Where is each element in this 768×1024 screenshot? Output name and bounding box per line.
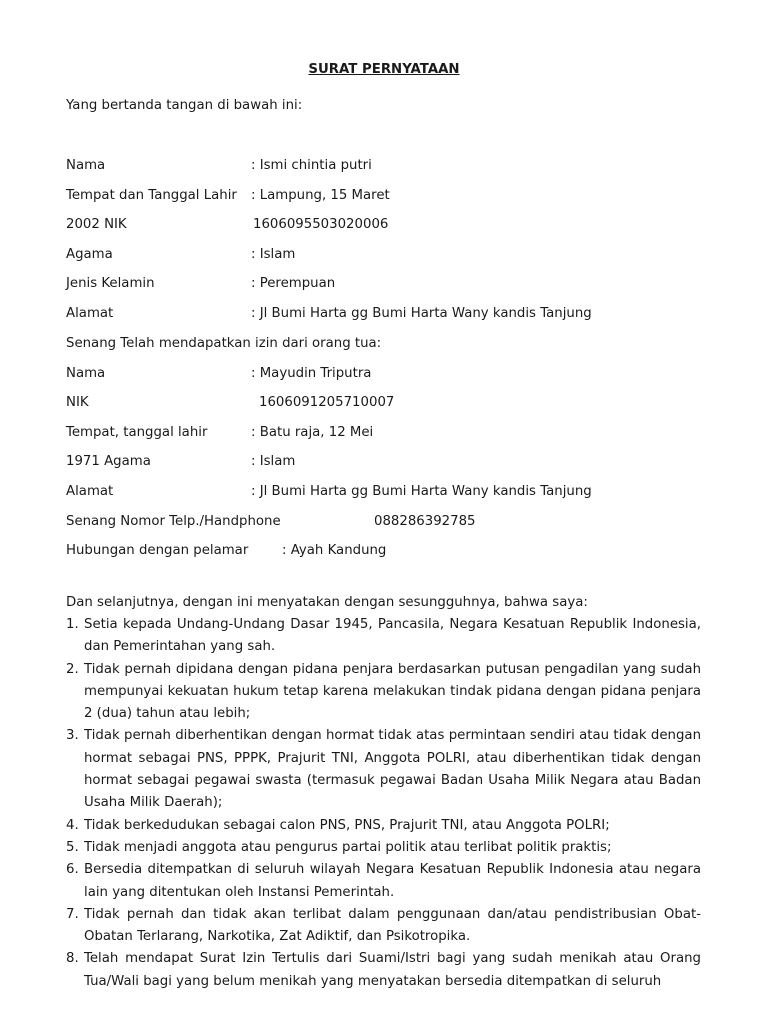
- applicant-jk-label: Jenis Kelamin: [66, 276, 155, 291]
- list-item: [66, 904, 701, 949]
- applicant-agama-label: Agama: [66, 247, 113, 262]
- list-item-number: 5.: [66, 839, 79, 855]
- parent-agama-value: : Islam: [251, 454, 296, 469]
- applicant-ttl-label: Tempat dan Tanggal Lahir: [66, 188, 237, 203]
- list-item: [66, 815, 701, 837]
- list-item-number: 6.: [66, 862, 79, 878]
- list-item-number: 7.: [66, 906, 79, 922]
- statement-list: [66, 614, 701, 993]
- list-item: [66, 948, 701, 993]
- applicant-alamat-label: Alamat: [66, 306, 114, 321]
- parent-agama-label: 1971 Agama: [66, 454, 151, 469]
- list-item-text: Telah mendapat Surat Izin Tertulis dari Suami/Istri bagi yang sudah menikah atau Orang Tua/Wali bagi yang belum menikah yang menyatakan bersedia ditempatkan di seluruh: [84, 951, 701, 989]
- list-item: [66, 859, 701, 904]
- parent-nama-value: : Mayudin Triputra: [251, 366, 372, 381]
- list-item-text: Tidak berkedudukan sebagai calon PNS, PNS, Prajurit TNI, atau Anggota POLRI;: [84, 817, 610, 833]
- parent-alamat-label: Alamat: [66, 484, 114, 499]
- list-item-number: 3.: [66, 728, 79, 744]
- list-item: [66, 725, 701, 814]
- parent-hubungan-value: : Ayah Kandung: [282, 543, 387, 558]
- parent-nik-value: 1606091205710007: [259, 395, 395, 410]
- parent-ttl-value: : Batu raja, 12 Mei: [251, 425, 374, 440]
- applicant-ttl-value: : Lampung, 15 Maret: [251, 188, 390, 203]
- list-item-text: Setia kepada Undang-Undang Dasar 1945, Pancasila, Negara Kesatuan Republik Indonesia, dan Pemerintahan yang sah.: [84, 617, 701, 655]
- list-item: [66, 659, 701, 726]
- applicant-nik-label: 2002 NIK: [66, 217, 127, 232]
- parent-alamat-value: : Jl Bumi Harta gg Bumi Harta Wany kandis Tanjung: [251, 484, 592, 499]
- list-item-number: 4.: [66, 817, 79, 833]
- list-item: [66, 614, 701, 659]
- applicant-nama-label: Nama: [66, 158, 106, 173]
- list-item-number: 8.: [66, 951, 79, 967]
- statement-intro: Dan selanjutnya, dengan ini menyatakan dengan sesungguhnya, bahwa saya:: [66, 595, 588, 610]
- list-item-number: 1.: [66, 617, 79, 632]
- list-item-number: 2.: [66, 661, 79, 677]
- parent-hubungan-label: Hubungan dengan pelamar: [66, 543, 249, 558]
- document-title: SURAT PERNYATAAN: [308, 62, 460, 77]
- applicant-alamat-value: : Jl Bumi Harta gg Bumi Harta Wany kandis Tanjung: [251, 306, 592, 321]
- list-item-text: Tidak pernah diberhentikan dengan hormat tidak atas permintaan sendiri atau tidak dengan hormat sebagai PNS, PPPK, Prajurit TNI, Anggota POLRI, atau diberhentikan tidak dengan hormat sebagai pegawai swasta (termasuk pegawai Badan Usaha Milik Negara atau Badan Usaha Milik Daerah);: [84, 728, 701, 811]
- parent-nik-label: NIK: [66, 395, 89, 410]
- parent-telp-label: Senang Nomor Telp./Handphone: [66, 514, 281, 529]
- applicant-jk-value: : Perempuan: [251, 276, 336, 291]
- list-item-text: Bersedia ditempatkan di seluruh wilayah Negara Kesatuan Republik Indonesia atau negara lain yang ditentukan oleh Instansi Pemerintah.: [84, 862, 701, 900]
- list-item-text: Tidak pernah dan tidak akan terlibat dalam penggunaan dan/atau pendistribusian Obat-Obatan Terlarang, Narkotika, Zat Adiktif, dan Psikotropika.: [84, 906, 701, 945]
- list-item: [66, 837, 701, 859]
- applicant-agama-value: : Islam: [251, 247, 296, 262]
- list-item-text: Tidak pernah dipidana dengan pidana penjara berdasarkan putusan pengadilan yang sudah mempunyai kekuatan hukum tetap karena melakukan tindak pidana dengan pidana penjara 2 (dua) tahun atau lebih;: [84, 661, 701, 722]
- parent-ttl-label: Tempat, tanggal lahir: [66, 425, 208, 440]
- consent-line: Senang Telah mendapatkan izin dari orang tua:: [66, 336, 382, 351]
- list-item-text: Tidak menjadi anggota atau pengurus partai politik atau terlibat politik praktis;: [84, 839, 612, 855]
- intro-text: Yang bertanda tangan di bawah ini:: [66, 98, 303, 113]
- parent-nama-label: Nama: [66, 366, 106, 381]
- applicant-nik-value: 1606095503020006: [253, 217, 389, 232]
- applicant-nama-value: : Ismi chintia putri: [251, 158, 372, 173]
- parent-telp-value: 088286392785: [374, 514, 476, 529]
